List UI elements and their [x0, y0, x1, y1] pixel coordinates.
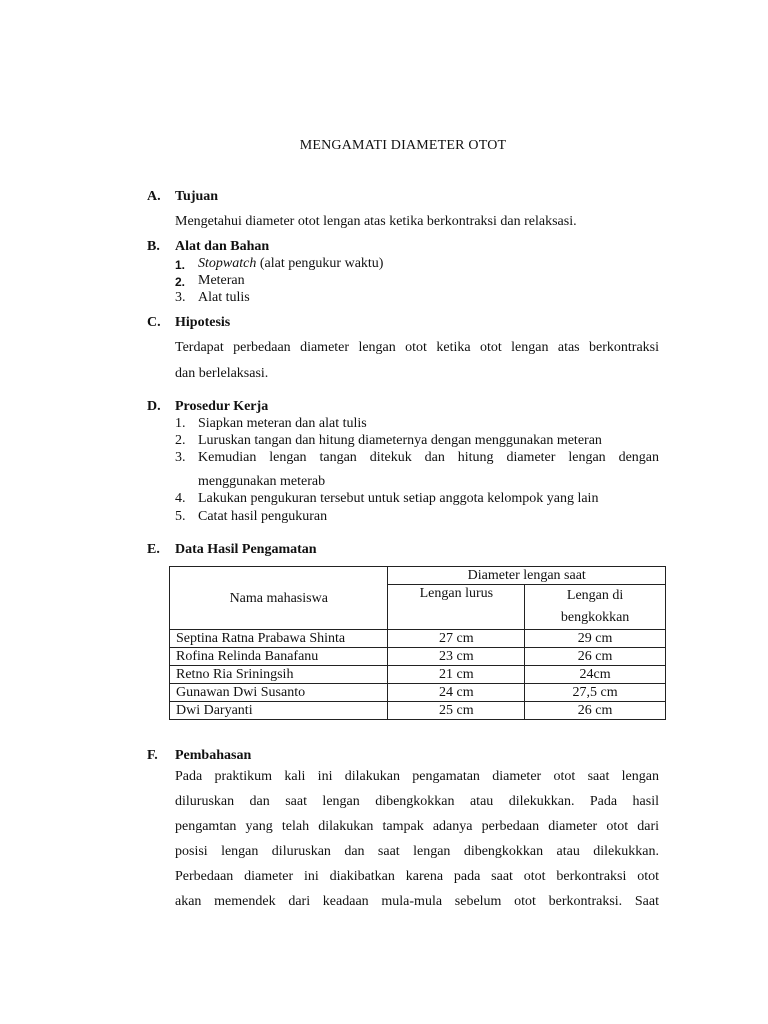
section-c-text-line: Terdapat perbedaan diameter lengan otot ketika otot lengan atas berkontraksi	[175, 340, 659, 355]
table-header-bengkok	[525, 585, 666, 630]
section-f-letter: F.	[147, 748, 158, 763]
table-cell-bengkok: 26 cm	[525, 648, 666, 666]
list-item-italic: Stopwatch	[198, 256, 257, 271]
table-row	[170, 630, 666, 648]
list-item-number: 1.	[175, 258, 186, 272]
list-item-number: 2.	[175, 433, 186, 448]
table-cell-name: Dwi Daryanti	[170, 702, 388, 720]
table-cell-bengkok: 29 cm	[525, 630, 666, 648]
section-c-text-line: dan berlelaksasi.	[175, 366, 269, 381]
section-f-body	[175, 764, 659, 914]
list-item-number: 1.	[175, 416, 186, 431]
table-cell-bengkok: 24cm	[525, 666, 666, 684]
list-item-number: 4.	[175, 491, 186, 506]
paragraph-line: posisi lengan diluruskan dan saat lengan dibengkokkan atau dilekukkan.	[175, 844, 659, 859]
section-e-letter: E.	[147, 542, 160, 557]
table-cell-bengkok: 27,5 cm	[525, 684, 666, 702]
list-item-text: Kemudian lengan tangan ditekuk dan hitung diameter lengan dengan	[198, 450, 659, 465]
list-item-text: Luruskan tangan dan hitung diameternya dengan menggunakan meteran	[198, 433, 602, 448]
table-header-name: Nama mahasiswa	[170, 567, 388, 630]
section-a-text: Mengetahui diameter otot lengan atas ketika berkontraksi dan relaksasi.	[175, 214, 577, 229]
table-cell-lurus: 23 cm	[388, 648, 525, 666]
table-row	[170, 702, 666, 720]
list-item-text: Lakukan pengukuran tersebut untuk setiap anggota kelompok yang lain	[198, 491, 599, 506]
table-row	[170, 666, 666, 684]
list-item-number: 5.	[175, 509, 186, 524]
section-b-letter: B.	[147, 239, 160, 254]
table-cell-name: Septina Ratna Prabawa Shinta	[170, 630, 388, 648]
list-item-text: Meteran	[198, 273, 245, 288]
paragraph-line: Pada praktikum kali ini dilakukan pengamatan diameter otot saat lengan	[175, 769, 659, 784]
paragraph-line: Perbedaan diameter ini diakibatkan karena pada saat otot berkontraksi otot	[175, 869, 659, 884]
list-item-text: (alat pengukur waktu)	[256, 256, 384, 271]
paragraph-line: akan memendek dari keadaan mula-mula sebelum otot berkontraksi. Saat	[175, 894, 659, 909]
section-a-letter: A.	[147, 189, 161, 204]
table-cell-bengkok: 26 cm	[525, 702, 666, 720]
list-item-text: Siapkan meteran dan alat tulis	[198, 416, 367, 431]
section-b-heading: Alat dan Bahan	[175, 239, 270, 254]
section-c-letter: C.	[147, 315, 161, 330]
list-item-text: Alat tulis	[198, 290, 250, 305]
list-item-text: Catat hasil pengukuran	[198, 509, 328, 524]
table-cell-name: Gunawan Dwi Susanto	[170, 684, 388, 702]
table-header-lurus: Lengan lurus	[388, 585, 525, 630]
table-cell-lurus: 21 cm	[388, 666, 525, 684]
list-item-number: 3.	[175, 450, 186, 465]
section-d-heading: Prosedur Kerja	[175, 399, 269, 414]
section-a-heading: Tujuan	[175, 189, 219, 204]
table-header-group: Diameter lengan saat	[388, 567, 666, 585]
page-title: MENGAMATI DIAMETER OTOT	[299, 138, 507, 153]
table-header-bengkok-line2: bengkokkan	[560, 610, 630, 625]
table-row	[170, 648, 666, 666]
paragraph-line: pengamtan yang telah dilakukan tampak adanya perbedaan diameter otot dari	[175, 819, 659, 834]
table-row	[170, 684, 666, 702]
table-cell-name: Rofina Relinda Banafanu	[170, 648, 388, 666]
list-item-number: 2.	[175, 275, 186, 289]
results-table	[169, 566, 666, 720]
table-cell-lurus: 27 cm	[388, 630, 525, 648]
list-item	[198, 256, 659, 272]
section-c-heading: Hipotesis	[175, 315, 231, 330]
list-item-text-continued: menggunakan meterab	[198, 474, 326, 489]
table-cell-name: Retno Ria Sriningsih	[170, 666, 388, 684]
table-cell-lurus: 25 cm	[388, 702, 525, 720]
section-e-heading: Data Hasil Pengamatan	[175, 542, 317, 557]
paragraph-line: diluruskan dan saat lengan dibengkokkan atau dilekukkan. Pada hasil	[175, 794, 659, 809]
table-header-bengkok-line1: Lengan di	[566, 588, 624, 603]
table-cell-lurus: 24 cm	[388, 684, 525, 702]
list-item-number: 3.	[175, 290, 186, 305]
section-f-heading: Pembahasan	[175, 748, 252, 763]
section-d-letter: D.	[147, 399, 161, 414]
